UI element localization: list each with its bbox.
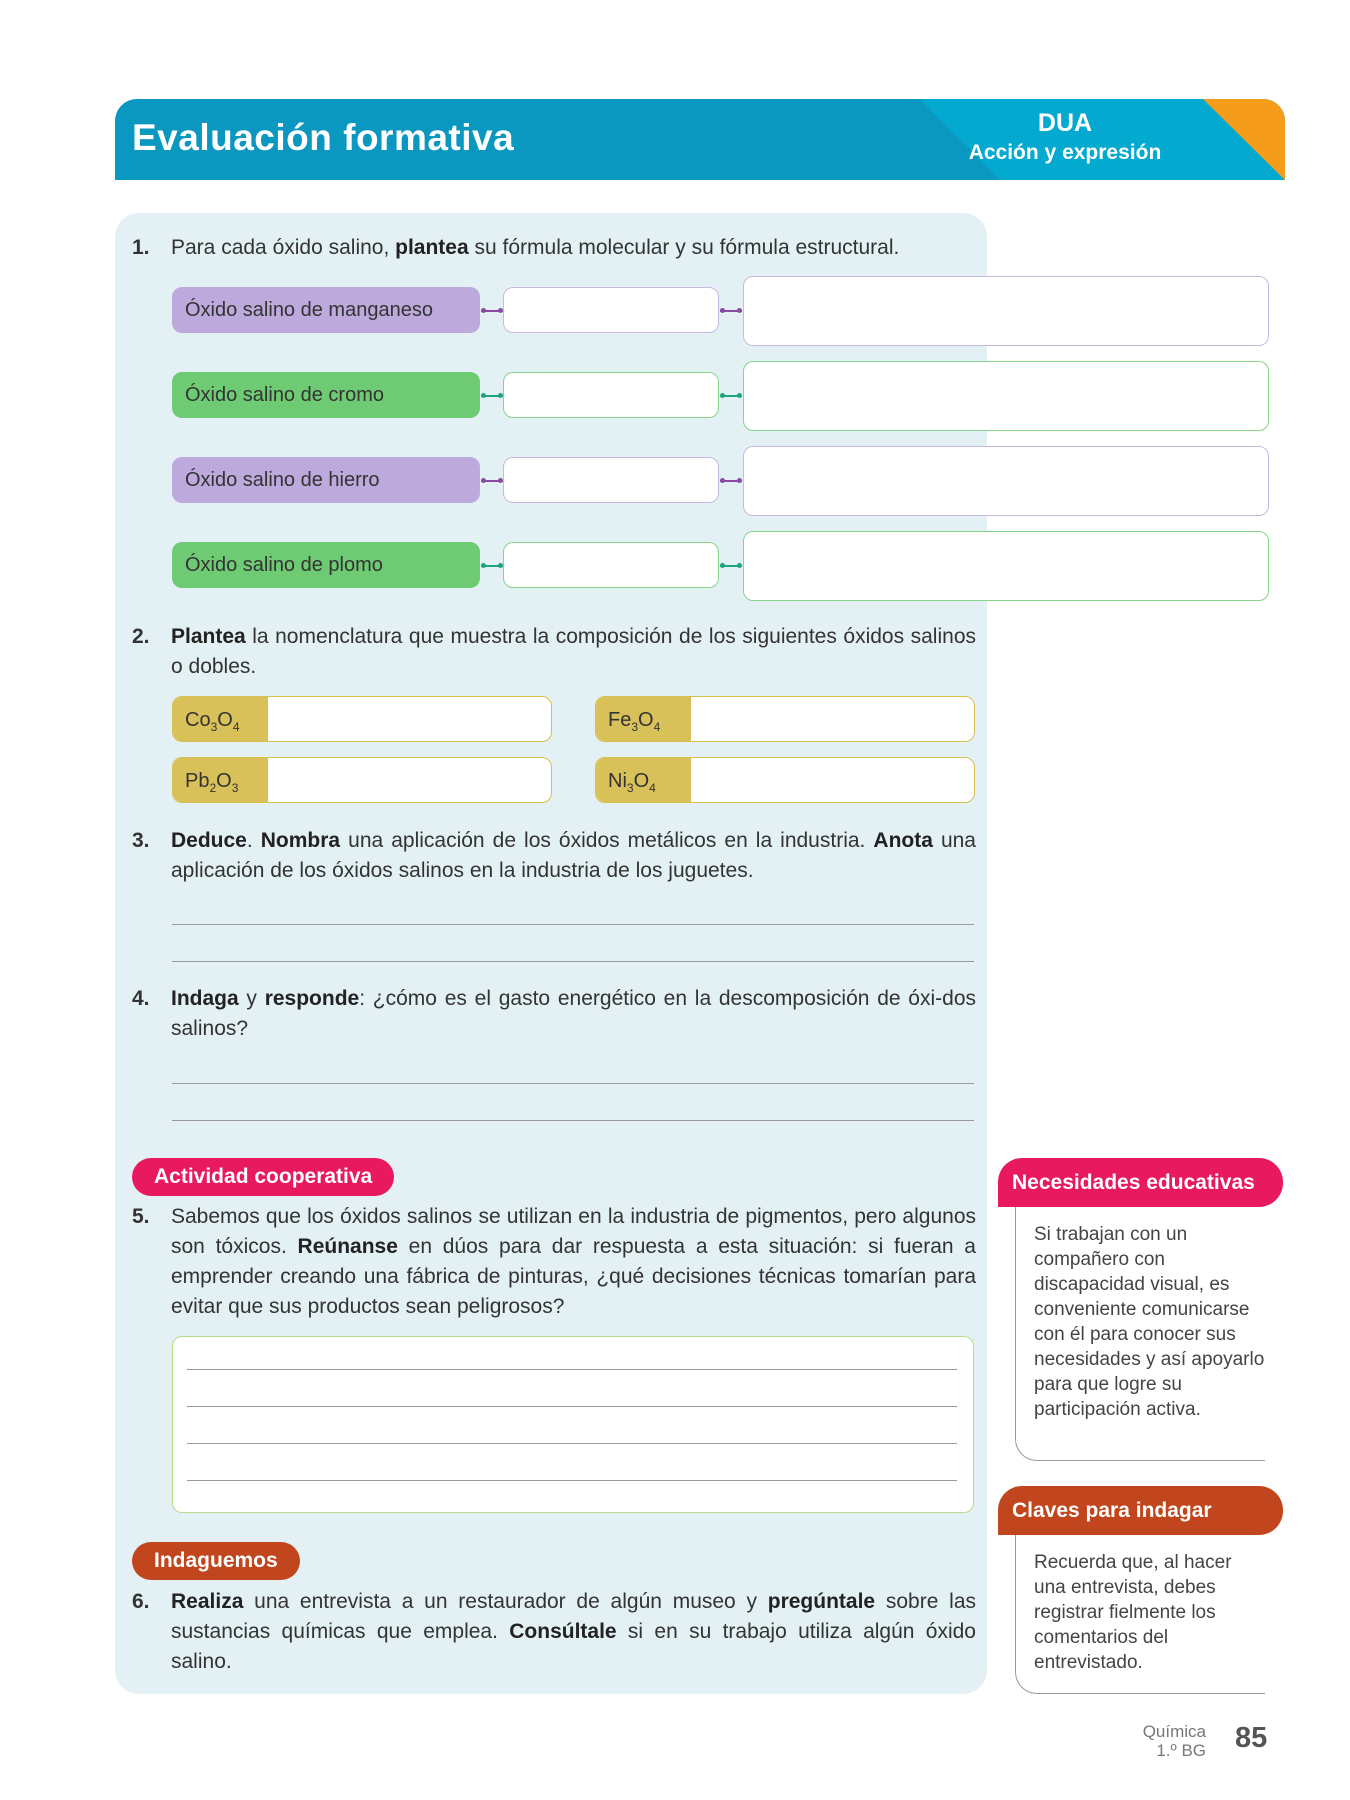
oxide-label: Óxido salino de cromo: [172, 372, 480, 418]
bold-text: Realiza: [171, 1590, 244, 1613]
molecular-formula-input[interactable]: [503, 542, 719, 588]
text: : ¿cómo es el gasto energético en la descomposición de óxi-dos salinos?: [171, 987, 976, 1040]
indaguemos-label: Indaguemos: [132, 1542, 300, 1580]
connector: [720, 395, 742, 397]
text: una aplicación de los óxidos metálicos en la industria.: [340, 829, 874, 852]
text: Sabemos que los óxidos salinos se utilizan en la industria de pigmentos, pero algunos son tóxicos.: [171, 1205, 976, 1258]
text: y: [238, 987, 265, 1010]
answer-line: [187, 1443, 957, 1444]
connector: [481, 480, 503, 482]
answer-line: [187, 1406, 957, 1407]
bold-text: Indaga: [171, 987, 239, 1010]
grade: 1.º BG: [1156, 1741, 1206, 1760]
question-number: 4.: [132, 987, 150, 1010]
question-number: 2.: [132, 625, 150, 648]
structural-formula-input[interactable]: [743, 361, 1269, 431]
text: la nomenclatura que muestra la composición de los siguientes óxidos salinos o dobles.: [171, 625, 976, 678]
question-number: 5.: [132, 1205, 150, 1228]
question-1: [132, 233, 976, 263]
answer-line[interactable]: [172, 924, 974, 925]
question-2: [132, 622, 976, 682]
molecular-formula-input[interactable]: [503, 287, 719, 333]
footer-subject: [1110, 1722, 1206, 1760]
cooperative-activity-label: Actividad cooperativa: [132, 1158, 394, 1196]
bold-text: Consúltale: [509, 1620, 617, 1643]
bold-text: plantea: [395, 236, 469, 259]
bold-text: pregúntale: [767, 1590, 876, 1613]
answer-box[interactable]: [172, 1336, 974, 1513]
connector: [481, 310, 503, 312]
bold-text: Plantea: [171, 625, 246, 648]
text: en dúos para dar respuesta a esta situación: si fueran a emprender creando una fábrica de pinturas, ¿qué decisiones técnicas tomarían para evitar que sus productos sean peligrosos?: [171, 1235, 976, 1318]
answer-line: [187, 1369, 957, 1370]
formula-label: $Fe_3O_4$: [596, 697, 691, 741]
bold-text: Deduce: [171, 829, 247, 852]
answer-line: [187, 1480, 957, 1481]
dua-subtitle: Acción y expresión: [968, 141, 1162, 164]
connector: [720, 565, 742, 567]
text: Para cada óxido salino,: [171, 236, 396, 259]
formula-answer-field[interactable]: [595, 696, 975, 742]
page-title: Evaluación formativa: [132, 117, 515, 158]
subject: Química: [1142, 1722, 1206, 1741]
page-number: 85: [1235, 1722, 1268, 1754]
question-5: [132, 1202, 976, 1322]
structural-formula-input[interactable]: [743, 531, 1269, 601]
educational-needs-title: Necesidades educativas: [998, 1158, 1283, 1207]
formula-answer-field[interactable]: [172, 757, 552, 803]
text: una entrevista a un restaurador de algún museo y: [243, 1590, 768, 1613]
question-4: [132, 984, 976, 1044]
answer-line[interactable]: [172, 1120, 974, 1121]
educational-needs-text: Si trabajan con un compañero con discapacidad visual, es conveniente comunicarse con él para conocer sus necesidades y así apoyarlo para que logre su participación activa.: [1015, 1207, 1265, 1461]
connector: [481, 395, 503, 397]
inquiry-keys-title: Claves para indagar: [998, 1486, 1283, 1535]
question-number: 3.: [132, 829, 150, 852]
connector: [720, 310, 742, 312]
dua-badge: DUA: [1037, 109, 1093, 137]
answer-line[interactable]: [172, 961, 974, 962]
question-number: 6.: [132, 1590, 150, 1613]
bold-text: Nombra: [260, 829, 341, 852]
formula-answer-field[interactable]: [172, 696, 552, 742]
formula-answer-field[interactable]: [595, 757, 975, 803]
question-3: [132, 826, 976, 886]
molecular-formula-input[interactable]: [503, 457, 719, 503]
formula-label: $Pb_2O_3$: [173, 758, 268, 802]
oxide-label: Óxido salino de hierro: [172, 457, 480, 503]
text: .: [246, 829, 253, 852]
oxide-label: Óxido salino de plomo: [172, 542, 480, 588]
bold-text: responde: [264, 987, 360, 1010]
connector: [720, 480, 742, 482]
text: sobre las sustancias químicas que emplea.: [171, 1590, 977, 1643]
text: si en su trabajo utiliza algún óxido salino.: [171, 1620, 976, 1673]
bold-text: Reúnanse: [297, 1235, 398, 1258]
question-6: [132, 1587, 976, 1677]
text: una aplicación de los óxidos salinos en la industria de los juguetes.: [171, 829, 976, 882]
inquiry-keys-text: Recuerda que, al hacer una entrevista, debes registrar fielmente los comentarios del entrevistado.: [1015, 1535, 1265, 1694]
structural-formula-input[interactable]: [743, 446, 1269, 516]
structural-formula-input[interactable]: [743, 276, 1269, 346]
molecular-formula-input[interactable]: [503, 372, 719, 418]
oxide-label: Óxido salino de manganeso: [172, 287, 480, 333]
formula-label: $Co_3O_4$: [173, 697, 268, 741]
section-header: [115, 99, 1285, 180]
bold-text: Anota: [873, 829, 933, 852]
text: su fórmula molecular y su fórmula estructural.: [468, 236, 900, 259]
question-number: 1.: [132, 236, 150, 259]
connector: [481, 565, 503, 567]
answer-line[interactable]: [172, 1083, 974, 1084]
formula-label: $Ni_3O_4$: [596, 758, 691, 802]
